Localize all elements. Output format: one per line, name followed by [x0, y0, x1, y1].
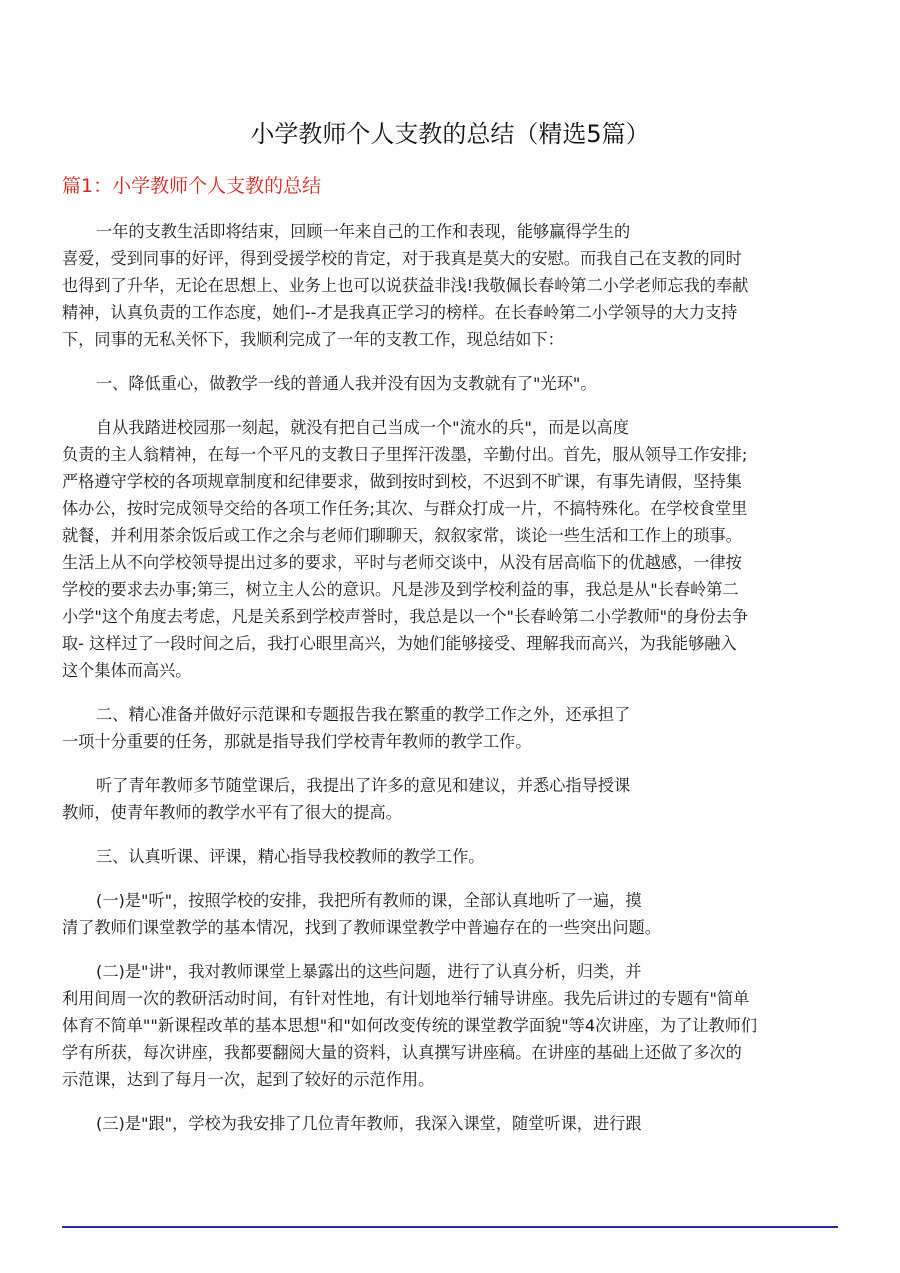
paragraph	[62, 1110, 840, 1137]
paragraph-line: 就餐，并利用茶余饭后或工作之余与老师们聊聊天，叙叙家常，谈论一些生活和工作上的琐事。	[62, 526, 742, 545]
paragraph-line: (三)是"跟"，学校为我安排了几位青年教师，我深入课堂，随堂听课，进行跟	[96, 1114, 642, 1133]
paragraph	[62, 414, 840, 684]
paragraph-line: 精神，认真负责的工作态度，她们--才是我真正学习的榜样。在长春岭第二小学领导的大力支持	[62, 303, 738, 322]
paragraph-line: 取- 这样过了一段时间之后，我打心眼里高兴，为她们能够接受、理解我而高兴，为我能够融入	[62, 634, 737, 653]
paragraph-line: 体育不简单""新课程改革的基本思想"和"如何改变传统的课堂教学面貌"等4次讲座，为了让教师们	[62, 1016, 758, 1035]
paragraph	[62, 701, 840, 755]
paragraph-line: 小学"这个角度去考虑，凡是关系到学校声誉时，我总是以一个"长春岭第二小学教师"的身份去争	[62, 607, 749, 626]
paragraph-line: 教师，使青年教师的教学水平有了很大的提高。	[62, 803, 402, 822]
paragraph-line: 示范课，达到了每月一次，起到了较好的示范作用。	[62, 1070, 435, 1089]
paragraph	[62, 843, 840, 870]
paragraph-line: 学有所获，每次讲座，我都要翻阅大量的资料，认真撰写讲座稿。在讲座的基础上还做了多次的	[62, 1043, 742, 1062]
paragraph-line: 生活上从不向学校领导提出过多的要求，平时与老师交谈中，从没有居高临下的优越感，一律按	[62, 553, 742, 572]
paragraph-line: 下，同事的无私关怀下，我顺利完成了一年的支教工作，现总结如下：	[62, 330, 564, 349]
paragraph-line: 喜爱，受到同事的好评，得到受援学校的肯定，对于我真是莫大的安慰。而我自己在支教的同时	[62, 249, 742, 268]
paragraph	[62, 370, 840, 397]
paragraph-line: 自从我踏进校园那一刻起，就没有把自己当成一个"流水的兵"，而是以高度	[96, 418, 629, 437]
paragraph-line: 清了教师们课堂教学的基本情况，找到了教师课堂教学中普遍存在的一些突出问题。	[62, 918, 661, 937]
paragraph-line: 一项十分重要的任务，那就是指导我们学校青年教师的教学工作。	[62, 732, 532, 751]
paragraph-line: 学校的要求去办事;第三，树立主人公的意识。凡是涉及到学校利益的事，我总是从"长春岭第二	[62, 580, 739, 599]
page-title: 小学教师个人支教的总结（精选5篇）	[250, 120, 650, 148]
paragraph	[62, 958, 840, 1093]
paragraph-line: 一年的支教生活即将结束，回顾一年来自己的工作和表现，能够赢得学生的	[96, 222, 631, 241]
document-body	[62, 218, 840, 1154]
paragraph-line: 体办公，按时完成领导交给的各项工作任务;其次、与群众打成一片，不搞特殊化。在学校食堂里	[62, 499, 748, 518]
paragraph-line: 这个集体而高兴。	[62, 661, 192, 680]
paragraph-line: 也得到了升华，无论在思想上、业务上也可以说获益非浅!我敬佩长春岭第二小学老师忘我的奉献	[62, 276, 749, 295]
paragraph-line: 负责的主人翁精神，在每一个平凡的支教日子里挥汗泼墨，辛勤付出。首先，服从领导工作安排;	[62, 445, 748, 464]
paragraph-line: 听了青年教师多节随堂课后，我提出了许多的意见和建议，并悉心指导授课	[96, 776, 631, 795]
paragraph-line: 二、精心准备并做好示范课和专题报告我在繁重的教学工作之外，还承担了	[96, 705, 631, 724]
paragraph	[62, 887, 840, 941]
paragraph-line: 三、认真听课、评课，精心指导我校教师的教学工作。	[96, 847, 485, 866]
paragraph-line: (一)是"听"，按照学校的安排，我把所有教师的课，全部认真地听了一遍，摸	[96, 891, 642, 910]
section-heading: 篇1：小学教师个人支教的总结	[62, 175, 322, 197]
paragraph-line: 一、降低重心，做教学一线的普通人我并没有因为支教就有了"光环"。	[96, 374, 597, 393]
paragraph-line: 严格遵守学校的各项规章制度和纪律要求，做到按时到校，不迟到不旷课，有事先请假，坚持集	[62, 472, 742, 491]
paragraph	[62, 218, 840, 353]
paragraph	[62, 772, 840, 826]
paragraph-line: 利用间周一次的教研活动时间，有针对性地，有计划地举行辅导讲座。我先后讲过的专题有"简单	[62, 989, 750, 1008]
footer-rule	[62, 1226, 838, 1228]
paragraph-line: (二)是"讲"，我对教师课堂上暴露出的这些问题，进行了认真分析，归类，并	[96, 962, 642, 981]
